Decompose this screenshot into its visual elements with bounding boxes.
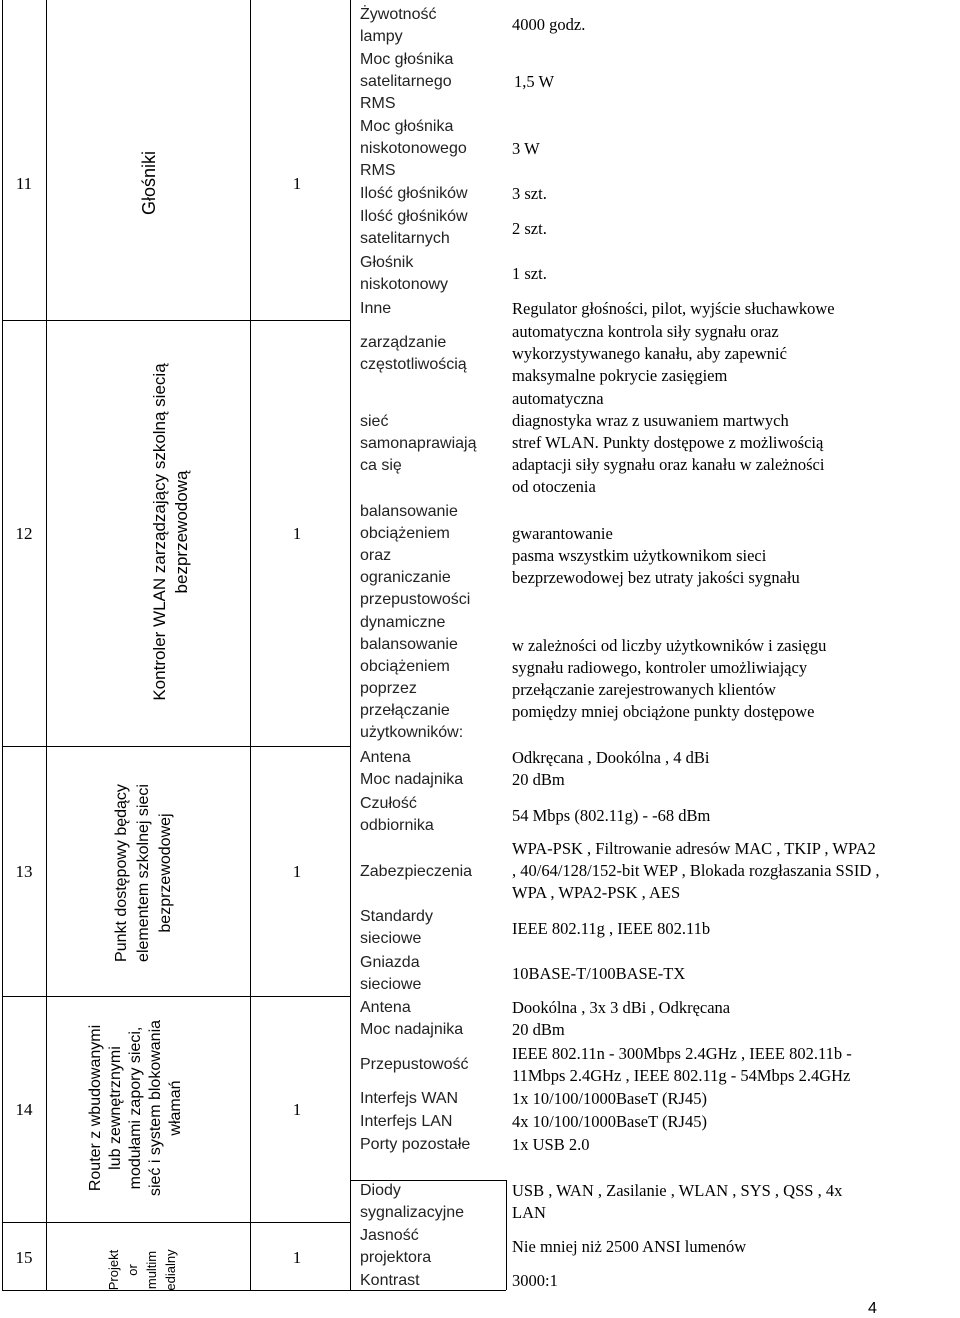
title-line: modułami zapory sieci, xyxy=(127,1026,144,1190)
param-line: Moc głośnika xyxy=(360,51,454,68)
spec-param xyxy=(360,747,500,769)
value-line: 10BASE-T/100BASE-TX xyxy=(512,964,686,983)
row-quantity: 1 xyxy=(292,174,302,193)
value-line: IEEE 802.11n - 300Mbps 2.4GHz , IEEE 802.11b - xyxy=(512,1044,852,1063)
spec-param xyxy=(360,997,500,1019)
spec-param xyxy=(360,1225,500,1269)
spec-value xyxy=(512,963,952,985)
value-line: maksymalne pokrycie zasięgiem xyxy=(512,366,728,385)
value-line: 54 Mbps (802.11g) - -68 dBm xyxy=(512,806,711,825)
title-line: lub zewnętrznymi xyxy=(107,1046,124,1170)
param-line: sygnalizacyjne xyxy=(360,1204,465,1221)
value-line: IEEE 802.11g , IEEE 802.11b xyxy=(512,919,711,938)
value-line: 1,5 W xyxy=(514,72,555,91)
value-line: 2 szt. xyxy=(512,219,547,238)
spec-param xyxy=(360,1054,500,1076)
row-divider-12-13 xyxy=(2,746,350,747)
spec-param xyxy=(360,1180,500,1224)
row-quantity: 1 xyxy=(292,1248,302,1267)
spec-param xyxy=(360,298,500,320)
param-line: balansowanie xyxy=(360,503,458,520)
param-line: częstotliwością xyxy=(360,356,467,373)
value-line: Regulator głośności, pilot, wyjście słuchawkowe xyxy=(512,299,835,318)
value-line: 1 szt. xyxy=(512,264,547,283)
col-divider-qty xyxy=(350,0,351,1290)
title-line: Kontroler WLAN zarządzający szkolną siecią xyxy=(150,363,169,701)
title-line: or xyxy=(125,1264,140,1276)
section-title-wlan-controller xyxy=(149,337,193,727)
title-line: Router z wbudowanymi xyxy=(87,1024,104,1192)
spec-value xyxy=(512,388,952,498)
spec-value xyxy=(512,321,952,387)
spec-value xyxy=(512,918,952,940)
param-line: Antena xyxy=(360,999,411,1016)
row-quantity: 1 xyxy=(292,1100,302,1119)
spec-param xyxy=(360,4,500,48)
param-line: ca się xyxy=(360,457,402,474)
title-line: włamań xyxy=(167,1080,184,1136)
value-line: automatyczna xyxy=(512,389,604,408)
param-line: zarządzanie xyxy=(360,334,447,351)
param-line: odbiornika xyxy=(360,817,434,834)
param-line: Ilość głośników xyxy=(360,185,468,202)
section-title-projector xyxy=(104,1238,180,1302)
value-line: przełączanie zarejestrowanych klientów xyxy=(512,680,776,699)
param-line: Interfejs LAN xyxy=(360,1113,453,1130)
value-line: 3000:1 xyxy=(512,1271,558,1290)
param-line: Żywotność xyxy=(360,6,437,23)
spec-param xyxy=(360,612,500,744)
param-line: lampy xyxy=(360,28,403,45)
value-line: Dookólna , 3x 3 dBi , Odkręcana xyxy=(512,998,731,1017)
row-number: 14 xyxy=(15,1100,33,1119)
param-line: oraz xyxy=(360,547,392,564)
spec-param xyxy=(360,206,500,250)
value-line: 3 szt. xyxy=(512,184,547,203)
title-line: bezprzewodowej xyxy=(157,813,174,933)
spec-param xyxy=(360,116,500,182)
col-divider-number xyxy=(46,0,47,1290)
value-line: 4000 godz. xyxy=(512,15,586,34)
spec-param xyxy=(360,906,500,950)
param-line: poprzez xyxy=(360,680,417,697)
param-line: Przepustowość xyxy=(360,1056,469,1073)
col-divider-title xyxy=(250,0,251,1290)
spec-value xyxy=(512,298,952,320)
param-line: sieciowe xyxy=(360,976,422,993)
value-line: 11Mbps 2.4GHz , IEEE 802.11g - 54Mbps 2.4GHz xyxy=(512,1066,851,1085)
spec-value xyxy=(512,1088,952,1110)
param-line: przełączanie xyxy=(360,702,450,719)
spec-value xyxy=(512,14,952,36)
param-line: ograniczanie xyxy=(360,569,451,586)
param-line: Ilość głośników xyxy=(360,208,468,225)
param-line: projektora xyxy=(360,1249,432,1266)
spec-value xyxy=(512,218,952,240)
param-line: Moc nadajnika xyxy=(360,1021,464,1038)
value-line: diagnostyka wraz z usuwaniem martwych xyxy=(512,411,789,430)
spec-value xyxy=(514,71,954,93)
param-line: sieć xyxy=(360,413,389,430)
value-line: bezprzewodowej bez utraty jakości sygnału xyxy=(512,568,800,587)
spec-param xyxy=(360,793,500,837)
spec-param xyxy=(360,952,500,996)
spec-param xyxy=(360,769,500,791)
spec-value xyxy=(512,138,952,160)
section-title-speakers xyxy=(139,83,161,283)
value-line: stref WLAN. Punkty dostępowe z możliwością xyxy=(512,433,824,452)
param-line: satelitarnych xyxy=(360,230,450,247)
value-line: gwarantowanie xyxy=(512,524,613,543)
spec-value xyxy=(512,1111,952,1133)
spec-value xyxy=(512,263,952,285)
param-line: przepustowości xyxy=(360,591,471,608)
spec-param xyxy=(360,501,500,611)
param-line: Diody xyxy=(360,1182,401,1199)
param-line: Standardy xyxy=(360,908,433,925)
spec-value xyxy=(512,805,952,827)
row-quantity: 1 xyxy=(292,862,302,881)
left-border xyxy=(2,0,3,1290)
spec-param xyxy=(360,411,500,477)
param-line: niskotonowego xyxy=(360,140,467,157)
param-line: balansowanie xyxy=(360,636,458,653)
row-divider-11-12 xyxy=(2,320,350,321)
param-line: Moc głośnika xyxy=(360,118,454,135)
value-line: wykorzystywanego kanału, aby zapewnić xyxy=(512,344,787,363)
value-line: 20 dBm xyxy=(512,1020,565,1039)
spec-param xyxy=(360,1270,500,1292)
value-line: Nie mniej niż 2500 ANSI lumenów xyxy=(512,1237,747,1256)
param-line: Czułość xyxy=(360,795,417,812)
spec-value xyxy=(512,769,952,791)
spec-param xyxy=(360,861,500,883)
spec-param xyxy=(360,1088,500,1110)
spec-param xyxy=(360,1111,500,1133)
value-line: w zależności od liczby użytkowników i zasięgu xyxy=(512,636,827,655)
title-line: bezprzewodową xyxy=(172,470,191,594)
title-line: Głośniki xyxy=(139,150,159,216)
title-line: Punkt dostępowy będący xyxy=(113,784,130,962)
title-line: edialny xyxy=(163,1249,178,1291)
param-line: Moc nadajnika xyxy=(360,771,464,788)
param-line: RMS xyxy=(360,162,396,179)
row-quantity: 1 xyxy=(292,524,302,543)
spec-param xyxy=(360,332,500,376)
value-line: , 40/64/128/152-bit WEP , Blokada rozgłaszania SSID , xyxy=(512,861,880,880)
param-line: użytkowników: xyxy=(360,724,464,741)
spec-value xyxy=(512,1043,952,1087)
param-line: obciążeniem xyxy=(360,525,450,542)
param-line: Gniazda xyxy=(360,954,420,971)
param-line: Jasność xyxy=(360,1227,419,1244)
spec-value xyxy=(512,1180,952,1224)
value-line: 1x 10/100/1000BaseT (RJ45) xyxy=(512,1089,707,1108)
value-line: WPA , WPA2-PSK , AES xyxy=(512,883,681,902)
title-line: elementem szkolnej sieci xyxy=(135,784,152,962)
title-line: Projekt xyxy=(106,1249,121,1291)
spec-value xyxy=(512,838,952,904)
param-line: satelitarnego xyxy=(360,73,452,90)
spec-param xyxy=(360,1019,500,1041)
row-divider-13-14 xyxy=(2,996,350,997)
spec-value xyxy=(512,1134,952,1156)
col-divider-param xyxy=(506,1180,507,1290)
row-number: 15 xyxy=(15,1248,33,1267)
section-title-router xyxy=(86,1008,186,1208)
value-line: automatyczna kontrola siły sygnału oraz xyxy=(512,322,779,341)
value-line: 4x 10/100/1000BaseT (RJ45) xyxy=(512,1112,707,1131)
param-line: Zabezpieczenia xyxy=(360,863,473,880)
spec-value xyxy=(512,1236,952,1258)
value-line: 1x USB 2.0 xyxy=(512,1135,590,1154)
param-line: Inne xyxy=(360,300,392,317)
row-divider-14-15 xyxy=(2,1222,350,1223)
param-line: Antena xyxy=(360,749,411,766)
param-line: Głośnik xyxy=(360,254,414,271)
value-line: USB , WAN , Zasilanie , WLAN , SYS , QSS , 4x xyxy=(512,1181,843,1200)
spec-value xyxy=(512,635,952,723)
row-number: 12 xyxy=(15,524,33,543)
page-number: 4 xyxy=(868,1300,877,1317)
spec-param xyxy=(360,49,500,115)
section-title-access-point xyxy=(111,773,177,973)
value-line: 3 W xyxy=(512,139,540,158)
param-line: dynamiczne xyxy=(360,614,446,631)
title-line: sieć i system blokowania xyxy=(147,1019,164,1197)
title-line: multim xyxy=(144,1250,159,1290)
spec-value xyxy=(512,997,952,1019)
value-line: od otoczenia xyxy=(512,477,596,496)
row-number: 11 xyxy=(15,174,33,193)
param-line: samonaprawiają xyxy=(360,435,477,452)
spec-param xyxy=(360,183,500,205)
value-line: pomiędzy mniej obciążone punkty dostępowe xyxy=(512,702,815,721)
value-line: pasma wszystkim użytkownikom sieci xyxy=(512,546,767,565)
param-line: RMS xyxy=(360,95,396,112)
param-line: Kontrast xyxy=(360,1272,420,1289)
value-line: sygnału radiowego, kontroler umożliwiający xyxy=(512,658,808,677)
spec-param xyxy=(360,252,500,296)
value-line: 20 dBm xyxy=(512,770,565,789)
row-number: 13 xyxy=(15,862,33,881)
spec-value xyxy=(512,1019,952,1041)
spec-param xyxy=(360,1134,500,1156)
value-line: WPA-PSK , Filtrowanie adresów MAC , TKIP , WPA2 xyxy=(512,839,876,858)
value-line: adaptacji siły sygnału oraz kanału w zależności xyxy=(512,455,825,474)
value-line: LAN xyxy=(512,1203,546,1222)
spec-value xyxy=(512,183,952,205)
param-line: Porty pozostałe xyxy=(360,1136,471,1153)
value-line: Odkręcana , Dookólna , 4 dBi xyxy=(512,748,710,767)
spec-value xyxy=(512,747,952,769)
param-line: niskotonowy xyxy=(360,276,449,293)
param-line: sieciowe xyxy=(360,930,422,947)
param-line: Interfejs WAN xyxy=(360,1090,459,1107)
param-line: obciążeniem xyxy=(360,658,450,675)
spec-value xyxy=(512,1270,952,1292)
spec-value xyxy=(512,523,952,589)
